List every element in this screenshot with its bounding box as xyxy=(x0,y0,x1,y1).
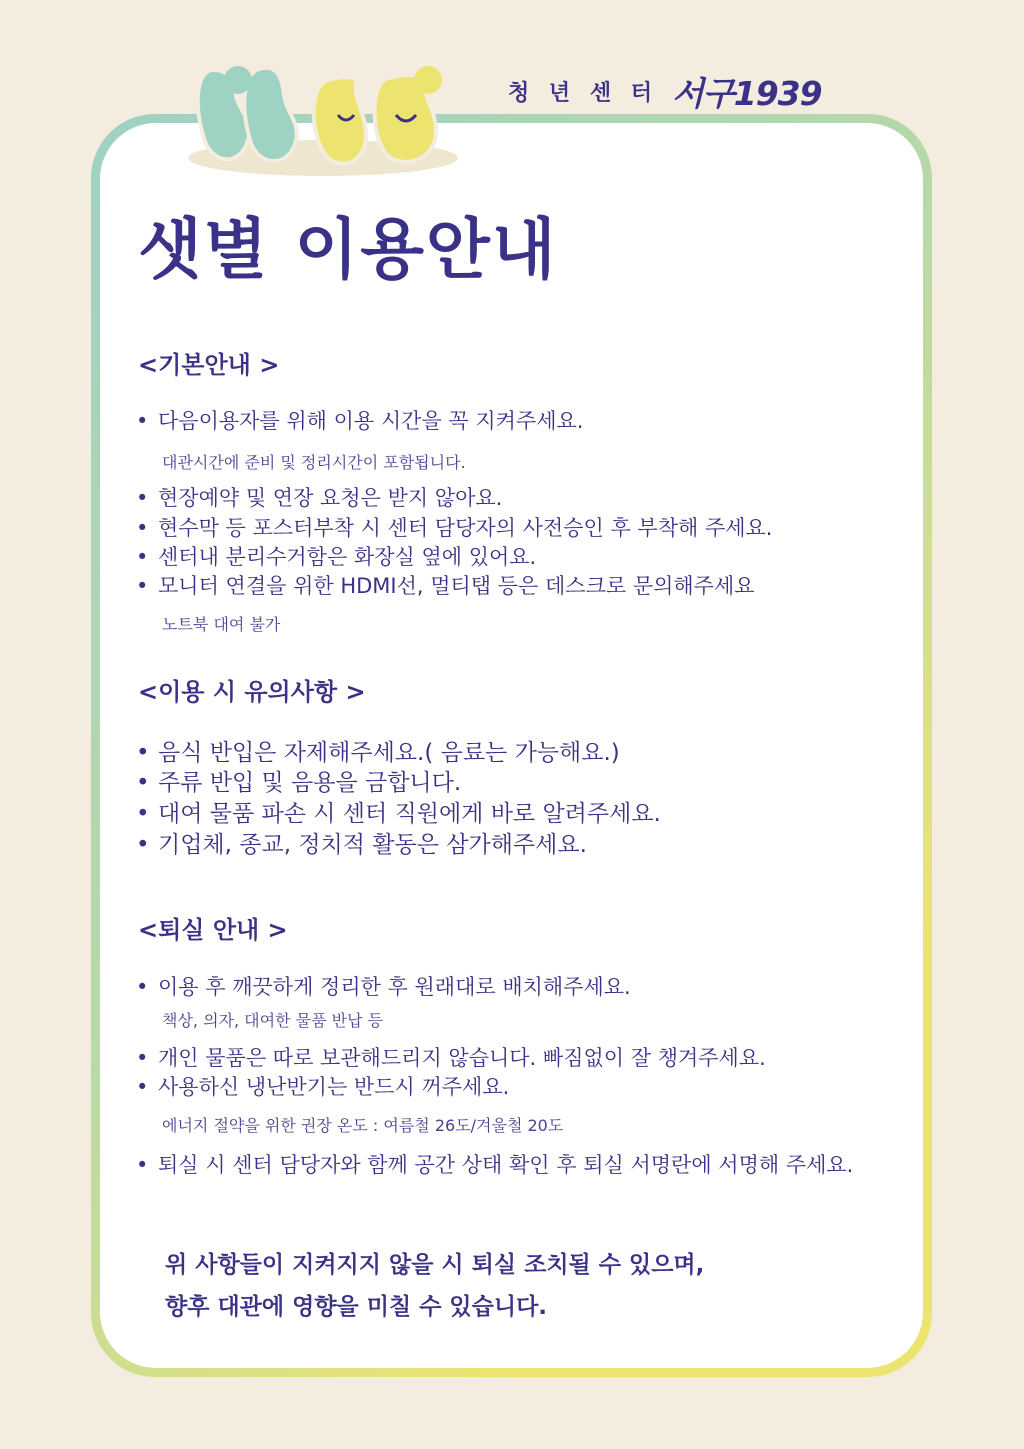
list-item: • 퇴실 시 센터 담당자와 함께 공간 상태 확인 후 퇴실 서명란에 서명해 주세요. xyxy=(136,1153,854,1177)
section-heading-checkout: <퇴실 안내 > xyxy=(138,916,288,944)
warning-line-1: 위 사항들이 지켜지지 않을 시 퇴실 조치될 수 있으며, xyxy=(165,1252,705,1278)
list-item: • 센터내 분리수거함은 화장실 옆에 있어요. xyxy=(136,545,537,569)
list-item: • 다음이용자를 위해 이용 시간을 꼭 지켜주세요. xyxy=(136,409,584,433)
list-item: • 주류 반입 및 음용을 금합니다. xyxy=(136,770,462,796)
section-heading-basic: <기본안내 > xyxy=(138,351,280,379)
list-item: • 현장예약 및 연장 요청은 받지 않아요. xyxy=(136,486,503,510)
logo-illustration xyxy=(178,40,468,180)
warning-line-2: 향후 대관에 영향을 미칠 수 있습니다. xyxy=(165,1294,548,1320)
mint-bubble-letters xyxy=(198,66,297,161)
center-label: 청 년 센 터 xyxy=(508,81,658,106)
list-item-note: 에너지 절약을 위한 권장 온도 : 여름철 26도/겨울철 20도 xyxy=(162,1116,564,1135)
list-item-note: 대관시간에 준비 및 정리시간이 포함됩니다. xyxy=(162,453,466,472)
list-item: • 사용하신 냉난반기는 반드시 꺼주세요. xyxy=(136,1075,510,1099)
list-item-note: 책상, 의자, 대여한 물품 반납 등 xyxy=(162,1011,384,1030)
list-item-note: 노트북 대여 불가 xyxy=(162,615,281,634)
list-item: • 개인 물품은 따로 보관해드리지 않습니다. 빠짐없이 잘 챙겨주세요. xyxy=(136,1046,766,1070)
brand-wordmark: 서구1939 xyxy=(672,74,822,113)
list-item: • 기업체, 종교, 정치적 활동은 삼가해주세요. xyxy=(136,832,587,858)
brand-header xyxy=(508,68,822,115)
list-item: • 음식 반입은 자제해주세요.( 음료는 가능해요.) xyxy=(136,740,620,766)
section-heading-cautions: <이용 시 유의사항 > xyxy=(138,678,366,706)
list-item: • 대여 물품 파손 시 센터 직원에게 바로 알려주세요. xyxy=(136,801,661,827)
page-title: 샛별 이용안내 xyxy=(138,211,558,288)
list-item: • 이용 후 깨끗하게 정리한 후 원래대로 배치해주세요. xyxy=(136,975,631,999)
list-item: • 모니터 연결을 위한 HDMI선, 멀티탭 등은 데스크로 문의해주세요 xyxy=(136,574,755,598)
list-item: • 현수막 등 포스터부착 시 센터 담당자의 사전승인 후 부착해 주세요. xyxy=(136,516,773,540)
